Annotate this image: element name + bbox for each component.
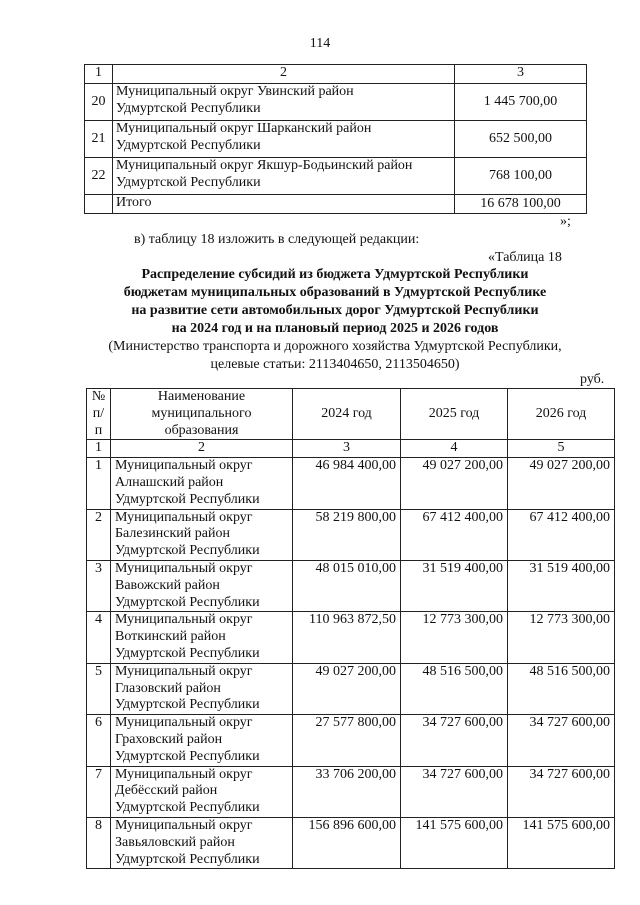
total-amount: 16 678 100,00: [455, 195, 587, 214]
amount-2025: 31 519 400,00: [401, 560, 508, 611]
municipality-name-line: Муниципальный округ Шарканский район: [116, 121, 372, 136]
municipality-name: [111, 458, 293, 509]
header-number-line: п/п: [92, 405, 105, 438]
municipality-name-line: Вавожский район: [115, 577, 220, 593]
table-row: [87, 612, 615, 663]
municipality-name-line: Завьяловский район: [115, 834, 235, 850]
amount-2024: 33 706 200,00: [293, 766, 401, 817]
table-row: [87, 663, 615, 714]
column-number: 1: [87, 440, 111, 458]
row-number: 7: [87, 766, 111, 817]
title-line: на развитие сети автомобильных дорог Удмуртской Республики: [131, 303, 539, 318]
municipality-name-line: Удмуртской Республики: [115, 491, 260, 507]
row-number: 6: [87, 715, 111, 766]
municipality-name-line: Удмуртской Республики: [115, 645, 260, 661]
header-cell: 2: [113, 65, 455, 84]
row-number: 22: [85, 158, 113, 195]
title-line: Распределение субсидий из бюджета Удмуртской Республики: [141, 267, 529, 282]
municipality-name-line: Удмуртской Республики: [115, 697, 260, 713]
continued-table-body: [85, 65, 587, 214]
municipality-name-line: Удмуртской Республики: [115, 748, 260, 764]
total-row: [85, 195, 587, 214]
amount-2024: 58 219 800,00: [293, 509, 401, 560]
table-row: [85, 84, 587, 121]
total-label: Итого: [113, 195, 455, 214]
total-empty-cell: [85, 195, 113, 214]
header-2026: 2026 год: [508, 389, 615, 440]
header-name-line: Наименование: [157, 389, 246, 404]
municipality-name-line: Глазовский район: [115, 680, 221, 696]
subsidy-amount: 1 445 700,00: [455, 84, 587, 121]
amount-2026: 31 519 400,00: [508, 560, 615, 611]
row-number: 5: [87, 663, 111, 714]
table-row: [87, 715, 615, 766]
instruction-text: в) таблицу 18 изложить в следующей редакции:: [134, 232, 420, 247]
municipality-name-line: Воткинский район: [115, 629, 226, 645]
table-number: «Таблица 18: [488, 250, 562, 265]
row-number: 20: [85, 84, 113, 121]
table-header-row: [85, 65, 587, 84]
table-header-row: [87, 389, 615, 440]
table-row: [87, 458, 615, 509]
row-number: 21: [85, 121, 113, 158]
municipality-name-line: Удмуртской Республики: [116, 100, 261, 116]
table-row: [87, 509, 615, 560]
amount-2026: 12 773 300,00: [508, 612, 615, 663]
municipality-name: [111, 766, 293, 817]
amount-2024: 110 963 872,50: [293, 612, 401, 663]
page-number: 114: [309, 36, 331, 51]
column-number-row: [87, 440, 615, 458]
amount-2024: 46 984 400,00: [293, 458, 401, 509]
header-2024: 2024 год: [293, 389, 401, 440]
column-number: 2: [111, 440, 293, 458]
municipality-name: [111, 509, 293, 560]
row-number: 8: [87, 817, 111, 868]
title-line: бюджетам муниципальных образований в Удмуртской Республике: [123, 285, 547, 300]
row-number: 1: [87, 458, 111, 509]
title-line: на 2024 год и на плановый период 2025 и 2026 годов: [171, 321, 499, 336]
amount-2024: 48 015 010,00: [293, 560, 401, 611]
amount-2025: 49 027 200,00: [401, 458, 508, 509]
subsidy-distribution-table: [86, 388, 615, 869]
municipality-name-line: Удмуртской Республики: [115, 800, 260, 816]
municipality-name-line: Удмуртской Республики: [116, 174, 261, 190]
row-number: 2: [87, 509, 111, 560]
column-number: 3: [293, 440, 401, 458]
municipality-name: [111, 817, 293, 868]
municipality-name: [111, 612, 293, 663]
amount-2026: 49 027 200,00: [508, 458, 615, 509]
continued-subsidy-table: [84, 64, 587, 214]
distribution-table-body: [87, 389, 615, 869]
amount-2026: 48 516 500,00: [508, 663, 615, 714]
subsidy-amount: 652 500,00: [455, 121, 587, 158]
header-name: [111, 389, 293, 440]
municipality-name-line: Граховский район: [115, 731, 223, 747]
municipality-name-line: Удмуртской Республики: [115, 594, 260, 610]
amount-2026: 67 412 400,00: [508, 509, 615, 560]
closing-quote: »;: [560, 214, 571, 229]
amount-2025: 141 575 600,00: [401, 817, 508, 868]
subtitle-line: целевые статьи: 2113404650, 2113504650): [210, 357, 460, 372]
municipality-name-line: Муниципальный округ: [115, 766, 253, 782]
table-row: [85, 158, 587, 195]
header-cell: 3: [455, 65, 587, 84]
municipality-name-line: Алнашский район: [115, 474, 224, 490]
municipality-name-line: Муниципальный округ Увинский район: [116, 84, 354, 99]
municipality-name-line: Муниципальный округ: [115, 560, 253, 576]
municipality-name-line: Муниципальный округ Якшур-Бодьинский район: [116, 158, 413, 173]
table-row: [87, 817, 615, 868]
header-name-line: муниципального: [151, 405, 252, 421]
row-number: 4: [87, 612, 111, 663]
header-number-line: №: [91, 389, 106, 404]
municipality-name-line: Удмуртской Республики: [115, 543, 260, 559]
currency-unit: руб.: [580, 372, 605, 387]
amount-2026: 34 727 600,00: [508, 715, 615, 766]
municipality-name-line: Муниципальный округ: [115, 458, 253, 474]
municipality-name: [111, 560, 293, 611]
table-row: [87, 560, 615, 611]
header-name-line: образования: [164, 422, 239, 438]
header-2025: 2025 год: [401, 389, 508, 440]
subtitle-line: (Министерство транспорта и дорожного хозяйства Удмуртской Республики,: [108, 339, 562, 354]
amount-2024: 49 027 200,00: [293, 663, 401, 714]
municipality-name-line: Удмуртской Республики: [116, 137, 261, 153]
column-number: 4: [401, 440, 508, 458]
amount-2025: 12 773 300,00: [401, 612, 508, 663]
table-row: [85, 121, 587, 158]
municipality-name-line: Муниципальный округ: [115, 509, 253, 525]
amount-2025: 67 412 400,00: [401, 509, 508, 560]
municipality-name-line: Балезинский район: [115, 526, 230, 542]
table-title: [70, 266, 600, 374]
amount-2024: 27 577 800,00: [293, 715, 401, 766]
municipality-name: [113, 84, 455, 121]
municipality-name-line: Дебёсский район: [115, 783, 218, 799]
municipality-name-line: Муниципальный округ: [115, 715, 253, 731]
municipality-name-line: Удмуртской Республики: [115, 851, 260, 867]
amount-2026: 34 727 600,00: [508, 766, 615, 817]
header-cell: 1: [85, 65, 113, 84]
amount-2024: 156 896 600,00: [293, 817, 401, 868]
municipality-name-line: Муниципальный округ: [115, 817, 253, 833]
table-row: [87, 766, 615, 817]
header-number: [87, 389, 111, 440]
municipality-name: [113, 121, 455, 158]
subsidy-amount: 768 100,00: [455, 158, 587, 195]
amount-2025: 34 727 600,00: [401, 715, 508, 766]
row-number: 3: [87, 560, 111, 611]
amount-2025: 48 516 500,00: [401, 663, 508, 714]
municipality-name: [111, 663, 293, 714]
municipality-name: [111, 715, 293, 766]
column-number: 5: [508, 440, 615, 458]
municipality-name: [113, 158, 455, 195]
municipality-name-line: Муниципальный округ: [115, 612, 253, 628]
amount-2025: 34 727 600,00: [401, 766, 508, 817]
amount-2026: 141 575 600,00: [508, 817, 615, 868]
municipality-name-line: Муниципальный округ: [115, 663, 253, 679]
